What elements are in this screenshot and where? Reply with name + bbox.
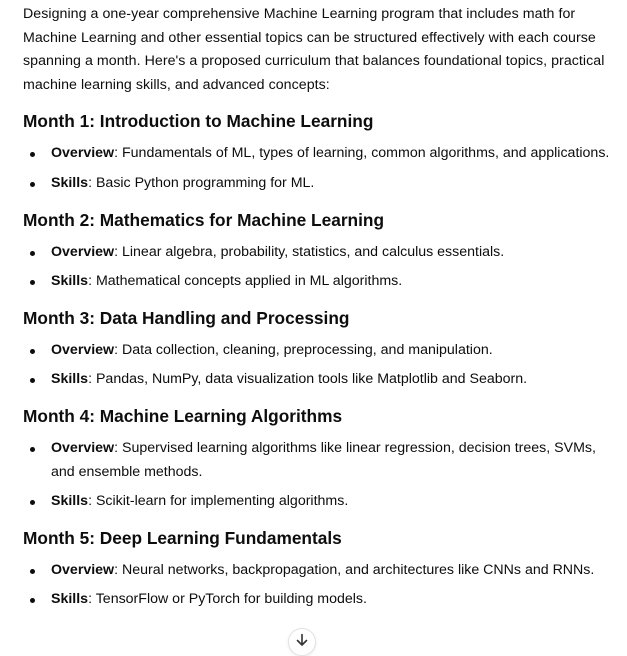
list-item (23, 172, 621, 196)
chat-response (23, 3, 621, 618)
month-heading: Month 3: Data Handling and Processing (23, 307, 350, 328)
item-text: : TensorFlow or PyTorch for building models. (88, 591, 367, 608)
list-item (23, 559, 621, 583)
month-section (23, 403, 621, 514)
item-label: Overview (51, 439, 115, 456)
list-item (23, 368, 621, 392)
list-item (23, 588, 621, 612)
month-section (23, 525, 621, 612)
month-heading: Month 4: Machine Learning Algorithms (23, 405, 343, 426)
month-bullet-list (23, 437, 621, 514)
list-item (23, 270, 621, 294)
item-text: : Mathematical concepts applied in ML algorithms. (88, 273, 403, 290)
item-label: Skills (51, 591, 89, 608)
item-text: : Neural networks, backpropagation, and architectures like CNNs and RNNs. (114, 561, 595, 578)
month-section (23, 207, 621, 294)
month-bullet-list (23, 241, 621, 294)
item-label: Skills (51, 493, 89, 510)
item-text: : Data collection, cleaning, preprocessing, and manipulation. (114, 341, 493, 358)
month-bullet-list (23, 142, 621, 195)
list-item (23, 142, 621, 166)
item-label: Skills (51, 174, 89, 191)
item-label: Skills (51, 371, 89, 388)
item-text: : Scikit-learn for implementing algorithms. (88, 493, 349, 510)
scroll-to-bottom-button[interactable] (288, 628, 316, 656)
item-label: Overview (51, 145, 115, 162)
intro-paragraph: Designing a one-year comprehensive Machine Learning program that includes math for Machine Learning and other essential topics can be structured effectively with each course spanning a month. Here's a proposed curriculum that balances foundational topics, practical machine learning skills, and advanced concepts: (23, 6, 605, 93)
item-label: Overview (51, 243, 115, 260)
item-label: Skills (51, 273, 89, 290)
item-text: : Linear algebra, probability, statistics, and calculus essentials. (114, 243, 505, 260)
month-section (23, 108, 621, 195)
arrow-down-icon (295, 633, 309, 647)
month-bullet-list (23, 559, 621, 612)
month-heading: Month 1: Introduction to Machine Learning (23, 111, 374, 132)
month-heading: Month 2: Mathematics for Machine Learning (23, 209, 385, 230)
list-item (23, 490, 621, 514)
month-bullet-list (23, 339, 621, 392)
item-text: : Basic Python programming for ML. (88, 174, 315, 191)
item-label: Overview (51, 561, 115, 578)
list-item (23, 339, 621, 363)
list-item (23, 241, 621, 265)
month-section (23, 305, 621, 392)
month-heading: Month 5: Deep Learning Fundamentals (23, 527, 342, 548)
item-text: : Fundamentals of ML, types of learning, common algorithms, and applications. (114, 145, 610, 162)
item-text: : Pandas, NumPy, data visualization tools like Matplotlib and Seaborn. (88, 371, 528, 388)
list-item (23, 437, 621, 484)
item-text: : Supervised learning algorithms like linear regression, decision trees, SVMs, and ensemble methods. (51, 439, 596, 480)
item-label: Overview (51, 341, 115, 358)
